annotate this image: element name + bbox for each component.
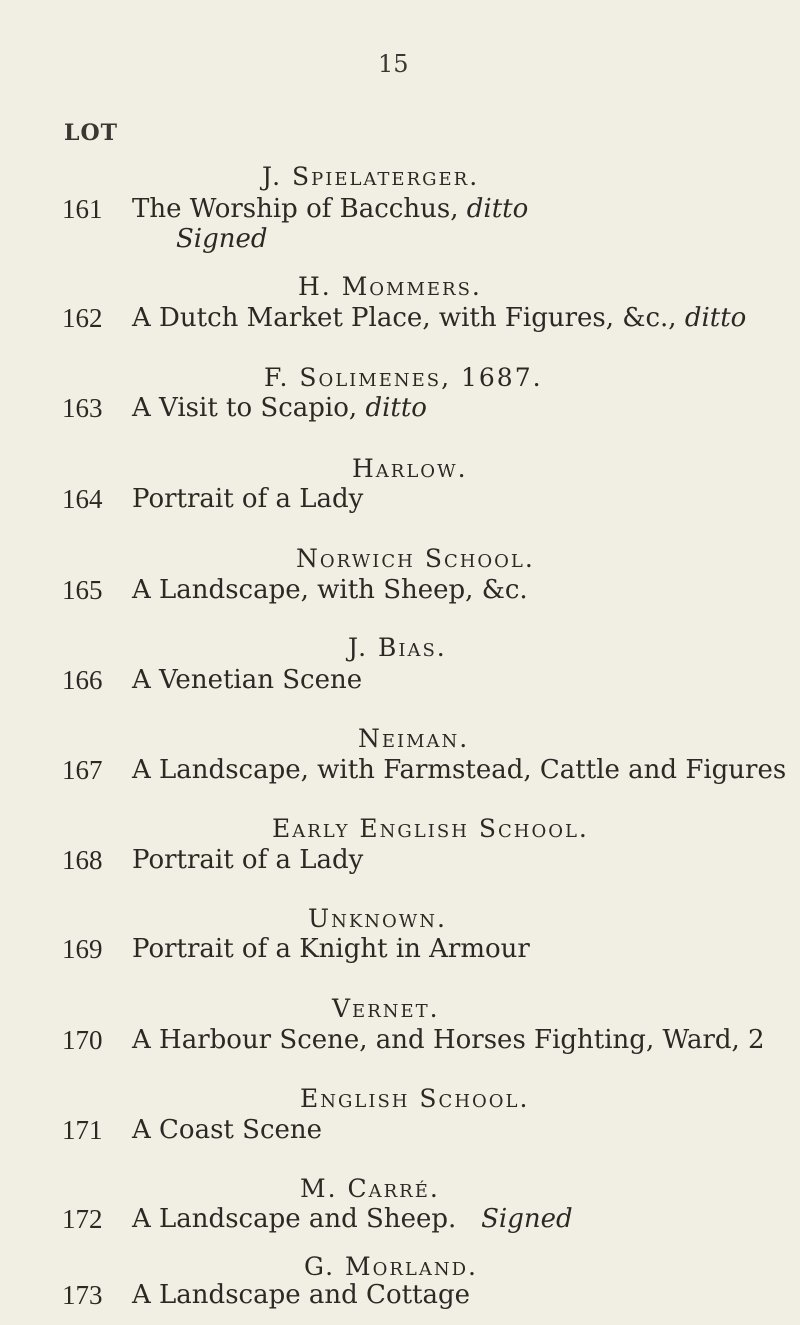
lot-title: A Coast Scene <box>132 1115 323 1145</box>
lot-title-text: A Landscape and Sheep. <box>132 1204 457 1234</box>
artist-name: H. Mommers. <box>298 272 482 301</box>
lot-number: 163 <box>62 393 103 423</box>
artist-name: English School. <box>300 1084 530 1113</box>
lot-note: Signed <box>176 224 268 254</box>
lot-title: A Landscape, with Sheep, &c. <box>132 575 528 605</box>
artist-name: Early English School. <box>272 814 589 843</box>
lot-title: A Landscape and Cottage <box>132 1280 471 1310</box>
lot-number: 167 <box>62 755 103 785</box>
lot-title-text: The Worship of Bacchus, <box>132 194 459 224</box>
lot-title: Portrait of a Lady <box>132 484 364 514</box>
lot-title-text: A Visit to Scapio, <box>132 393 358 423</box>
artist-name: J. Spielaterger. <box>262 162 480 191</box>
lot-number: 173 <box>62 1280 103 1310</box>
lot-title: A Landscape, with Farmstead, Cattle and Figures <box>132 755 787 785</box>
lot-number: 164 <box>62 484 103 514</box>
lot-title: Portrait of a Lady <box>132 845 364 875</box>
lot-number: 171 <box>62 1115 103 1145</box>
lot-title: A Harbour Scene, and Horses Fighting, Ward, 2 <box>132 1025 765 1055</box>
page-number: 15 <box>378 50 409 78</box>
lot-number: 166 <box>62 665 103 695</box>
artist-name: Norwich School. <box>296 544 535 573</box>
lot-title <box>132 194 528 224</box>
lot-number: 169 <box>62 934 103 964</box>
lot-title: A Venetian Scene <box>132 665 363 695</box>
artist-name: Unknown. <box>308 904 447 933</box>
lot-title-text: A Dutch Market Place, with Figures, &c., <box>132 303 677 333</box>
lot-title-suffix: ditto <box>684 303 747 333</box>
lot-number: 162 <box>62 303 103 333</box>
lot-title: Portrait of a Knight in Armour <box>132 934 530 964</box>
lot-number: 170 <box>62 1025 103 1055</box>
artist-name: M. Carré. <box>300 1174 440 1203</box>
artist-name: F. Solimenes, 1687. <box>264 363 543 392</box>
lot-title-suffix: Signed <box>481 1204 573 1234</box>
lot-number: 161 <box>62 194 103 224</box>
lot-title-suffix: ditto <box>365 393 427 423</box>
lot-number: 168 <box>62 845 103 875</box>
lot-title <box>132 393 427 423</box>
lot-column-header: LOT <box>64 120 119 146</box>
artist-name: G. Morland. <box>304 1252 478 1281</box>
artist-name: Neiman. <box>358 724 470 753</box>
lot-number: 172 <box>62 1204 103 1234</box>
lot-title <box>132 303 746 333</box>
lot-title-suffix: ditto <box>466 194 529 224</box>
artist-name: Vernet. <box>332 994 440 1023</box>
lot-number: 165 <box>62 575 103 605</box>
artist-name: Harlow. <box>352 454 468 483</box>
lot-title <box>132 1204 573 1234</box>
artist-name: J. Bias. <box>348 633 447 662</box>
